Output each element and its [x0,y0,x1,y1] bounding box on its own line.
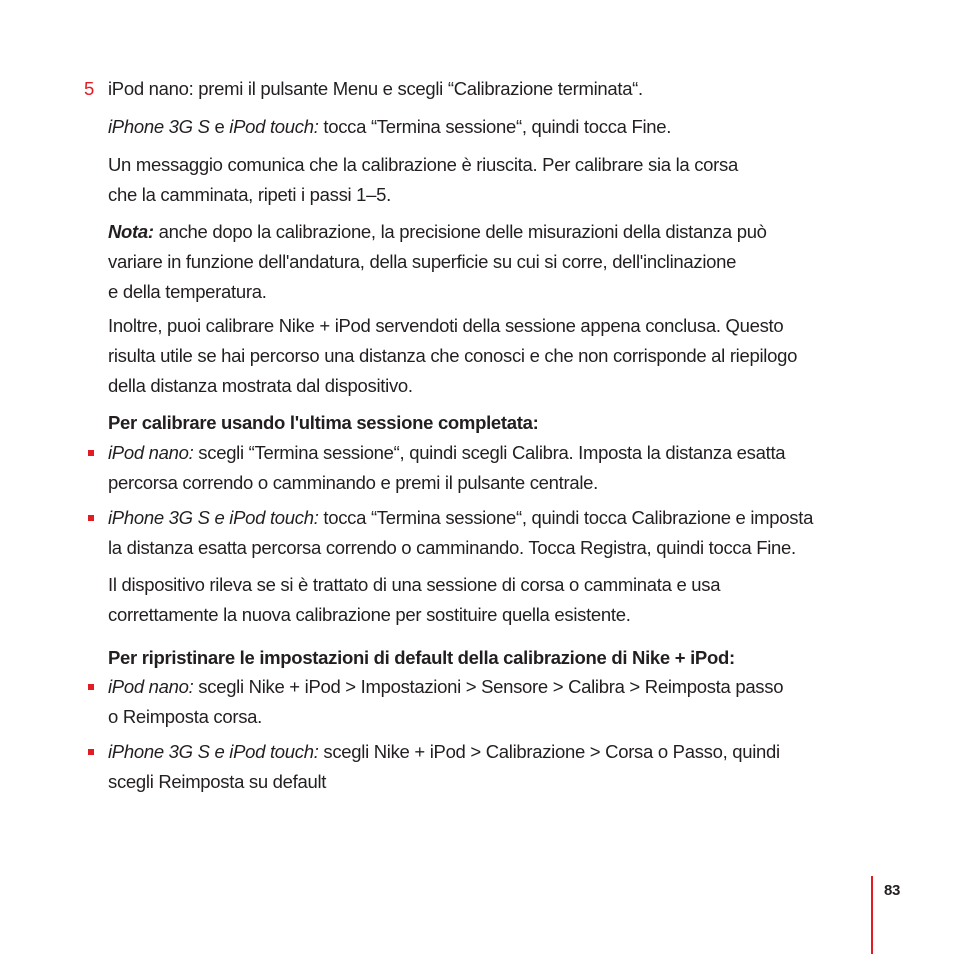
section-heading: Per calibrare usando l'ultima sessione completata: [108,412,539,433]
note-line [108,221,767,243]
paragraph-line: correttamente la nuova calibrazione per sostituire quella esistente. [108,604,631,625]
device-label: iPod nano: [108,442,194,463]
conjunction: e [209,116,230,137]
page-number: 83 [884,882,901,899]
instruction-text: tocca “Termina sessione“, quindi tocca Fine. [318,116,672,137]
instruction-text: scegli “Termina sessione“, quindi scegli Calibra. Imposta la distanza esatta [193,442,786,463]
bullet-line: o Reimposta corsa. [108,706,262,727]
note-text: anche dopo la calibrazione, la precisione delle misurazioni della distanza può [153,221,767,242]
step-5-text: iPod nano: premi il pulsante Menu e scegli “Calibrazione terminata“. [108,78,643,99]
device-label: iPod nano: [108,676,194,697]
bullet-line [108,741,780,763]
bullet-icon [88,684,94,690]
instruction-text: scegli Nike + iPod > Calibrazione > Corsa o Passo, quindi [318,741,780,762]
paragraph-line: Un messaggio comunica che la calibrazione è riuscita. Per calibrare sia la corsa [108,154,738,175]
page-divider [871,876,873,954]
note-line: e della temperatura. [108,281,267,302]
bullet-line [108,442,785,464]
bullet-icon [88,749,94,755]
note-line: variare in funzione dell'andatura, della superficie su cui si corre, dell'inclinazione [108,251,737,272]
step-5-iphone-line [108,116,671,138]
bullet-icon [88,515,94,521]
section-heading: Per ripristinare le impostazioni di default della calibrazione di Nike + iPod: [108,647,735,668]
bullet-line: percorsa correndo o camminando e premi il pulsante centrale. [108,472,598,493]
paragraph-line: Il dispositivo rileva se si è trattato di una sessione di corsa o camminata e usa [108,574,721,595]
instruction-text: tocca “Termina sessione“, quindi tocca Calibrazione e imposta [318,507,814,528]
bullet-line: la distanza esatta percorsa correndo o camminando. Tocca Registra, quindi tocca Fine. [108,537,796,558]
device-label: iPhone 3G S e iPod touch: [108,507,319,528]
instruction-text: scegli Nike + iPod > Impostazioni > Sensore > Calibra > Reimposta passo [193,676,784,697]
paragraph-line: che la camminata, ripeti i passi 1–5. [108,184,391,205]
device-label: iPhone 3G S [108,116,210,137]
bullet-line [108,507,813,529]
paragraph-line: della distanza mostrata dal dispositivo. [108,375,413,396]
device-label: iPod touch: [229,116,319,137]
bullet-line [108,676,783,698]
bullet-icon [88,450,94,456]
step-number: 5 [84,78,94,99]
device-label: iPhone 3G S e iPod touch: [108,741,319,762]
bullet-line: scegli Reimposta su default [108,771,327,792]
note-label: Nota: [108,221,154,242]
paragraph-line: Inoltre, puoi calibrare Nike + iPod servendoti della sessione appena conclusa. Questo [108,315,784,336]
paragraph-line: risulta utile se hai percorso una distanza che conosci e che non corrisponde al riepilogo [108,345,798,366]
